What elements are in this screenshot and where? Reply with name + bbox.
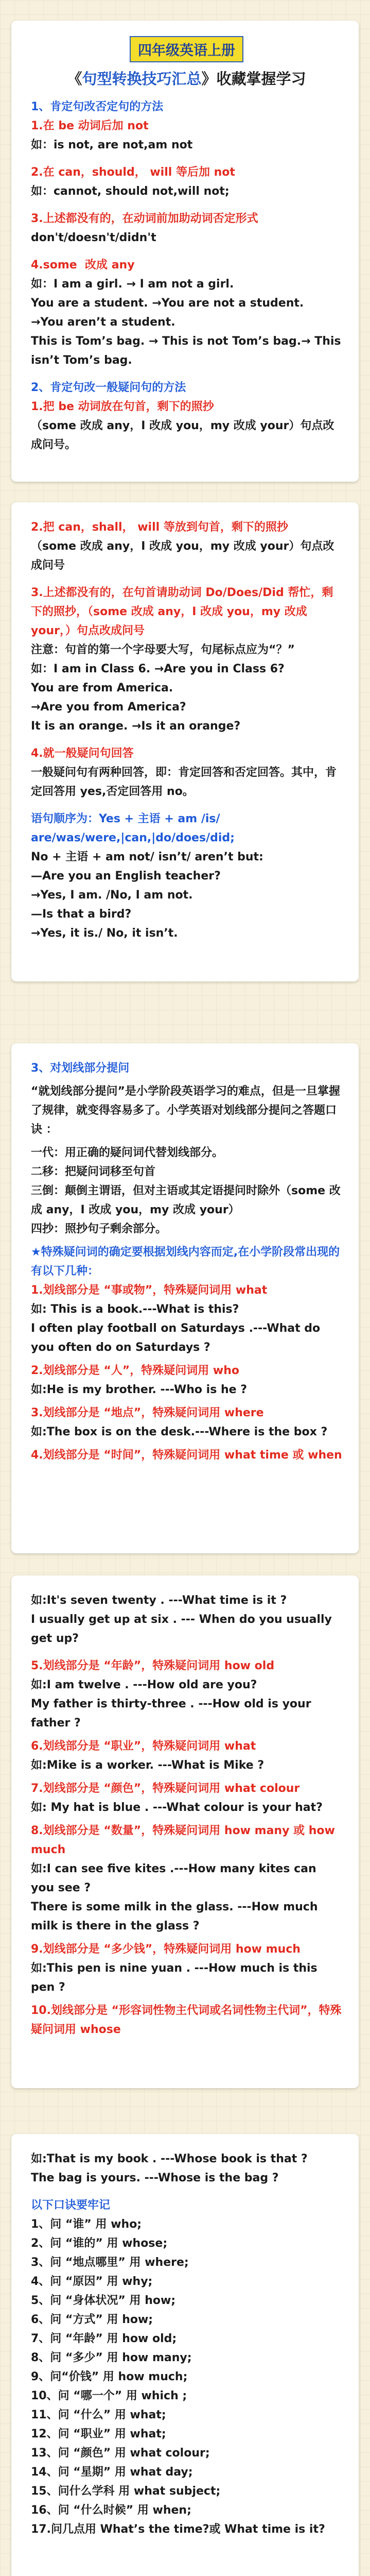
title-prefix: 《 <box>67 70 82 88</box>
text-line: 如:Mike is a worker. ---What is Mike ? <box>31 1759 265 1772</box>
text-line: 16、问 “什么时候” 用 when; <box>31 2504 191 2517</box>
section-card-5 <box>11 2134 359 2576</box>
text-line: 语句顺序为：Yes + 主语 + am /is/ are/was/were,|can,|do/does/did; <box>31 812 235 844</box>
text-line: 如:The box is on the desk.---Where is the box ? <box>31 1426 328 1438</box>
spacer <box>31 801 342 809</box>
rule-heading: 8.划线部分是 “数量”，特殊疑问词用 how many 或 how much <box>31 1824 339 1856</box>
text-line: 如:I can see five kites .---How many kites can you see ? <box>31 1862 321 1894</box>
rule-heading: 1.划线部分是 “事或物”，特殊疑问词用 what <box>31 1284 268 1297</box>
card-1-body <box>31 97 345 454</box>
rule-heading: 2.划线部分是 “人”，特殊疑问词用 who <box>31 1364 240 1377</box>
grade-title-box: 四年级英语上册 <box>130 36 243 62</box>
spacer <box>31 575 342 583</box>
text-line: 如：I am a girl. → I am not a girl. <box>31 278 234 291</box>
text-line: don't/doesn't/didn't <box>31 231 156 244</box>
text-line: 如: This is a book.---What is this? <box>31 1303 239 1316</box>
text-line: 17.问几点用 What’s the time?或 What time is it? <box>31 2523 325 2536</box>
text-line: （some 改成 any，I 改成 you，my 改成 your）句点改成问号。 <box>31 419 334 451</box>
rule-heading: 10.划线部分是 “形容词性物主代词或名词性物主代词”，特殊疑问词用 whose <box>31 2004 342 2036</box>
spacer <box>31 1399 342 1403</box>
text-line: （some 改成 any，I 改成 you，my 改成 your）句点改成问号 <box>31 540 334 572</box>
section-card-1 <box>11 21 359 482</box>
card-2-body <box>31 518 342 943</box>
spacer <box>31 2188 342 2196</box>
text-line: 13、问 “颜色” 用 what colour; <box>31 2447 210 2460</box>
spacer <box>31 1817 342 1821</box>
rule-heading: 3.划线部分是 “地点”，特殊疑问词用 where <box>31 1406 264 1419</box>
text-line: 注意：句首的第一个字母要大写，句尾标点应为“？” <box>31 643 295 656</box>
text-line: 如：cannot, should not,will not; <box>31 185 230 198</box>
section-heading: 2、肯定句改一般疑问句的方法 <box>31 381 186 394</box>
text-line: There is some milk in the glass. ---How much milk is there in the glass ? <box>31 1901 322 1933</box>
text-line: 14、问 “星期” 用 what day; <box>31 2466 193 2479</box>
text-line: My father is thirty-three . ---How old is your father ? <box>31 1698 315 1730</box>
text-line: 10、问 “哪一个” 用 which ; <box>31 2389 187 2402</box>
text-line: 4、问 “原因” 用 why; <box>31 2275 153 2288</box>
text-line: 5、问 “身体状况” 用 how; <box>31 2294 176 2307</box>
spacer <box>31 201 342 209</box>
rule-heading: 5.划线部分是 “年龄”，特殊疑问词用 how old <box>31 1659 275 1672</box>
spacer <box>31 1239 342 1243</box>
section-heading: 以下口诀要牢记 <box>31 2199 111 2212</box>
text-line: —Is that a bird? <box>31 908 132 921</box>
text-line: 3、问 “地点哪里” 用 where; <box>31 2256 189 2269</box>
section-heading: 1、肯定句改否定句的方法 <box>31 100 164 113</box>
rule-heading: 3.上述都没有的，在句首请助动词 Do/Does/Did 帮忙，剩下的照抄，（some 改成 any，I 改成 you，my 改成 your，）句点改成问号 <box>31 586 333 637</box>
text-line: 15、问什么学科 用 what subject; <box>31 2485 221 2498</box>
rule-heading: 1.在 be 动词后加 not <box>31 120 149 132</box>
text-line: 9、问“价钱” 用 how much; <box>31 2370 188 2383</box>
rule-heading: 1.把 be 动词放在句首，剩下的照抄 <box>31 400 214 413</box>
text-line: 6、问 “方式” 用 how; <box>31 2313 153 2326</box>
text-line: 四抄：照抄句子剩余部分。 <box>31 1223 167 1235</box>
text-line: 1、问 “谁” 用 who; <box>31 2218 142 2231</box>
text-line: You are from America. <box>31 682 173 694</box>
text-line: 如:He is my brother. ---Who is he ? <box>31 1383 247 1396</box>
spacer <box>31 1733 342 1737</box>
spacer <box>31 155 342 163</box>
text-line: 如:This pen is nine yuan . ---How much is this pen ? <box>31 1962 322 1994</box>
card-5-body <box>31 2149 342 2539</box>
text-line: 如：I am in Class 6. →Are you in Class 6? <box>31 663 285 675</box>
spacer <box>31 370 342 378</box>
text-line: 12、问 “职业” 用 what; <box>31 2428 166 2441</box>
text-line: →Are you from America? <box>31 701 186 714</box>
text-line: 如:I am twelve . ---How old are you? <box>31 1679 257 1691</box>
rule-heading: 4.就一般疑问句回答 <box>31 747 134 760</box>
text-line: 11、问 “什么” 用 what; <box>31 2409 166 2421</box>
spacer <box>31 1357 342 1361</box>
text-line: →Yes, I am. /No, I am not. <box>31 889 193 902</box>
text-line: I often play football on Saturdays .---What do you often do on Saturdays ? <box>31 1322 324 1354</box>
text-line: 2、问 “谁的” 用 whose; <box>31 2237 168 2250</box>
rule-heading: 4.划线部分是 “时间”，特殊疑问词用 what time 或 when <box>31 1449 342 1462</box>
text-line: The bag is yours. ---Whose is the bag ? <box>31 2172 279 2184</box>
title-main: 句型转换技巧汇总 <box>82 70 202 88</box>
section-heading: 3、对划线部分提问 <box>31 1062 130 1075</box>
spacer <box>31 1936 342 1940</box>
text-line: —Are you an English teacher? <box>31 870 221 883</box>
text-line: This is Tom’s bag. → This is not Tom’s bag.→ This isn’t Tom’s bag. <box>31 335 345 367</box>
text-line: 一般疑问句有两种回答，即：肯定回答和否定回答。其中，肯定回答用 yes,否定回答用 no。 <box>31 766 337 798</box>
card-3-body <box>31 1059 342 1465</box>
text-line: →Yes, it is./ No, it isn’t. <box>31 927 178 940</box>
spacer <box>31 1078 342 1082</box>
spacer <box>31 1648 342 1656</box>
spacer <box>31 1997 342 2001</box>
title-suffix: 》收藏掌握学习 <box>201 70 306 88</box>
text-line: 一代：用正确的疑问词代替划线部分。 <box>31 1146 224 1159</box>
rule-heading: 6.划线部分是 “职业”，特殊疑问词用 what <box>31 1740 256 1753</box>
text-line: You are a student. →You are not a student. <box>31 297 304 310</box>
text-line: No + 主语 + am not/ isn’t/ aren’t but: <box>31 851 263 863</box>
text-line: 三倒：颠倒主谓语，但对主语或其定语提问时除外（some 改成 any，I 改成 you，my 改成 your） <box>31 1184 341 1216</box>
text-line: →You aren’t a student. <box>31 316 175 329</box>
text-line: 7、问 “年龄” 用 how old; <box>31 2332 177 2345</box>
spacer <box>31 1775 342 1779</box>
text-line: 如: My hat is blue . ---What colour is your hat? <box>31 1801 323 1814</box>
spacer <box>31 736 342 744</box>
rule-heading: 2.在 can，should， will 等后加 not <box>31 166 235 179</box>
spacer <box>31 1139 342 1143</box>
text-line: 如:It's seven twenty . ---What time is it ? <box>31 1594 287 1607</box>
section-card-4 <box>11 1575 359 2088</box>
text-line: It is an orange. →Is it an orange? <box>31 720 241 733</box>
section-heading: ★特殊疑问词的确定要根据划线内容而定,在小学阶段常出现的有以下几种： <box>31 1246 340 1278</box>
text-line: 二移：把疑问词移至句首 <box>31 1165 156 1178</box>
rule-heading: 9.划线部分是 “多少钱”，特殊疑问词用 how much <box>31 1943 301 1956</box>
section-card-2 <box>11 502 359 981</box>
text-line: 8、问 “多少” 用 how many; <box>31 2351 192 2364</box>
rule-heading: 2.把 can，shall， will 等放到句首，剩下的照抄 <box>31 521 288 534</box>
text-line: I usually get up at six . --- When do you usually get up? <box>31 1613 336 1645</box>
spacer <box>31 247 342 256</box>
text-line: 如：is not, are not,am not <box>31 139 193 151</box>
main-title <box>31 67 342 90</box>
spacer <box>31 1442 342 1446</box>
card-4-body <box>31 1591 342 2039</box>
rule-heading: 3.上述都没有的，在动词前加助动词否定形式 <box>31 212 258 225</box>
rule-heading: 7.划线部分是 “颜色”，特殊疑问词用 what colour <box>31 1782 300 1795</box>
section-card-3 <box>11 1043 359 1553</box>
text-line: 如:That is my book . ---Whose book is that ? <box>31 2153 308 2165</box>
text-line: “就划线部分提问”是小学阶段英语学习的难点，但是一旦掌握了规律，就变得容易多了。小学英语对划线部分提问之答题口诀 ： <box>31 1085 340 1136</box>
rule-heading: 4.some 改成 any <box>31 259 135 272</box>
